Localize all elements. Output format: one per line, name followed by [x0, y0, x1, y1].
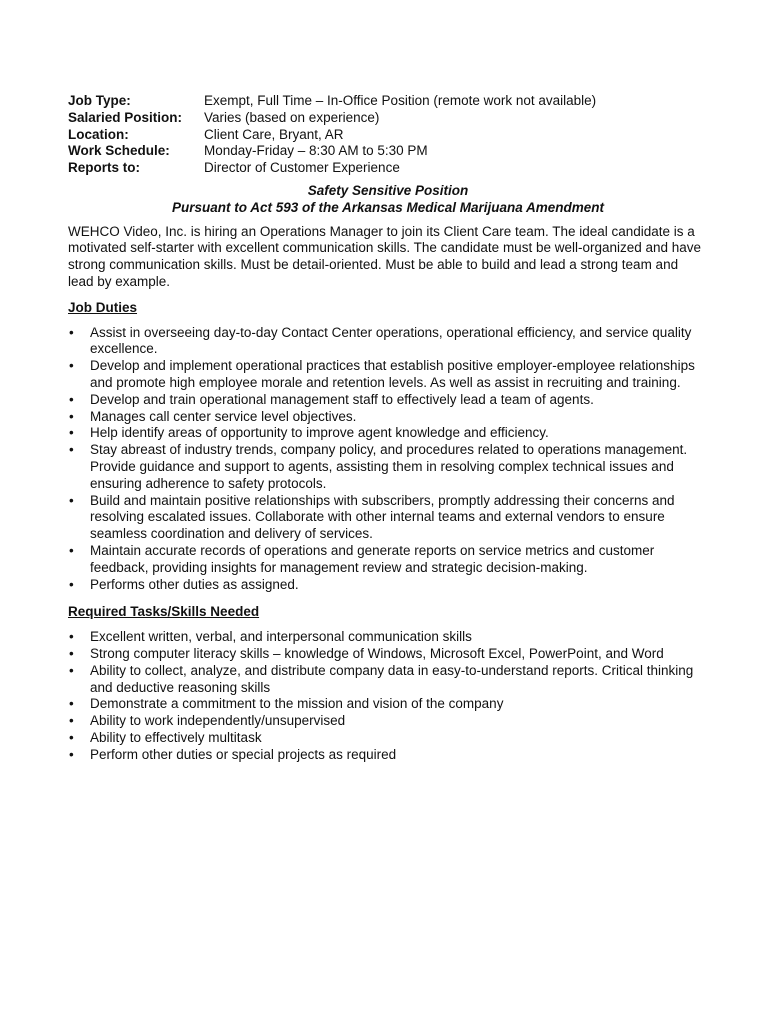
list-item-text: Stay abreast of industry trends, company policy, and procedures related to operations management. Provide guidance and support to agents, assisting them in resolving complex technical issues and ensuring adherence to safety protocols.: [90, 442, 688, 491]
required-skills-list: [68, 629, 708, 763]
meta-label-job-type: Job Type:: [68, 93, 131, 108]
list-item: [68, 425, 708, 442]
list-item: [68, 358, 708, 392]
safety-heading-block: [68, 183, 708, 217]
meta-label-salaried-position: Salaried Position:: [68, 109, 183, 125]
list-item: [68, 543, 708, 577]
bullet-icon: •: [69, 662, 74, 678]
list-item: [68, 325, 708, 359]
list-item-text: Develop and implement operational practices that establish positive employer-employee relationships and promote high employee morale and retention levels. As well as assist in recruiting and training.: [90, 358, 695, 390]
list-item-text: Help identify areas of opportunity to improve agent knowledge and efficiency.: [90, 425, 549, 441]
bullet-icon: •: [69, 324, 74, 340]
bullet-icon: •: [69, 391, 74, 407]
list-item-text: Performs other duties as assigned.: [90, 576, 299, 592]
list-item: [68, 629, 708, 646]
bullet-icon: •: [69, 576, 74, 592]
meta-value-salaried-position: Varies (based on experience): [204, 109, 380, 125]
bullet-icon: •: [69, 696, 74, 712]
meta-label-location: Location:: [68, 126, 129, 142]
list-item: [68, 646, 708, 663]
act-heading: Pursuant to Act 593 of the Arkansas Medical Marijuana Amendment: [171, 199, 605, 215]
intro-paragraph: WEHCO Video, Inc. is hiring an Operations Manager to join its Client Care team. The ideal candidate is a motivated self-starter with excellent communication skills. The candidate must be well-organized and have strong communication skills. Must be detail-oriented. Must be able to build and lead a strong team and lead by example.: [68, 223, 702, 289]
job-description-page: [68, 93, 708, 763]
list-item: [68, 392, 708, 409]
bullet-icon: •: [69, 492, 74, 508]
list-item-text: Assist in overseeing day-to-day Contact Center operations, operational efficiency, and service quality excellence.: [90, 324, 692, 357]
bullet-icon: •: [69, 746, 74, 762]
list-item: [68, 747, 708, 764]
meta-value-reports-to: Director of Customer Experience: [204, 160, 400, 176]
list-item: [68, 493, 708, 543]
bullet-icon: •: [69, 425, 74, 441]
list-item: [68, 696, 708, 713]
list-item-text: Ability to work independently/unsupervised: [90, 713, 346, 729]
list-item: [68, 442, 708, 492]
list-item-text: Ability to effectively multitask: [90, 729, 262, 745]
meta-label-work-schedule: Work Schedule:: [68, 143, 170, 159]
job-duties-title: Job Duties: [68, 299, 138, 315]
job-duties-list: [68, 325, 708, 594]
list-item-text: Develop and train operational management staff to effectively lead a team of agents.: [90, 391, 594, 407]
bullet-icon: •: [69, 713, 74, 729]
job-meta-table: [68, 93, 708, 177]
list-item-text: Manages call center service level objectives.: [90, 408, 357, 424]
bullet-icon: •: [69, 542, 74, 558]
meta-value-work-schedule: Monday-Friday – 8:30 AM to 5:30 PM: [204, 143, 428, 159]
bullet-icon: •: [69, 729, 74, 745]
safety-heading: Safety Sensitive Position: [307, 182, 469, 198]
list-item: [68, 663, 708, 697]
list-item-text: Build and maintain positive relationships with subscribers, promptly addressing their concerns and resolving escalated issues. Collaborate with other internal teams and external vendors to ensure seamless coordination and delivery of services.: [90, 492, 675, 542]
required-skills-title: Required Tasks/Skills Needed: [68, 604, 260, 620]
list-item-text: Ability to collect, analyze, and distribute company data in easy-to-understand reports. Critical thinking and deductive reasoning skills: [90, 662, 694, 695]
list-item-text: Strong computer literacy skills – knowledge of Windows, Microsoft Excel, PowerPoint, and Word: [90, 645, 664, 661]
list-item: [68, 730, 708, 747]
list-item-text: Perform other duties or special projects as required: [90, 746, 397, 762]
bullet-icon: •: [69, 408, 74, 424]
list-item-text: Maintain accurate records of operations and generate reports on service metrics and customer feedback, providing insights for management review and strategic decision-making.: [90, 542, 655, 575]
bullet-icon: •: [69, 442, 74, 458]
list-item: [68, 713, 708, 730]
meta-value-location: Client Care, Bryant, AR: [204, 126, 344, 142]
bullet-icon: •: [69, 645, 74, 661]
meta-value-job-type: Exempt, Full Time – In-Office Position (remote work not available): [204, 93, 597, 108]
list-item-text: Excellent written, verbal, and interpersonal communication skills: [90, 629, 472, 645]
list-item: [68, 577, 708, 594]
bullet-icon: •: [69, 358, 74, 374]
bullet-icon: •: [69, 629, 74, 645]
list-item-text: Demonstrate a commitment to the mission and vision of the company: [90, 696, 504, 712]
list-item: [68, 409, 708, 426]
meta-label-reports-to: Reports to:: [68, 160, 140, 176]
